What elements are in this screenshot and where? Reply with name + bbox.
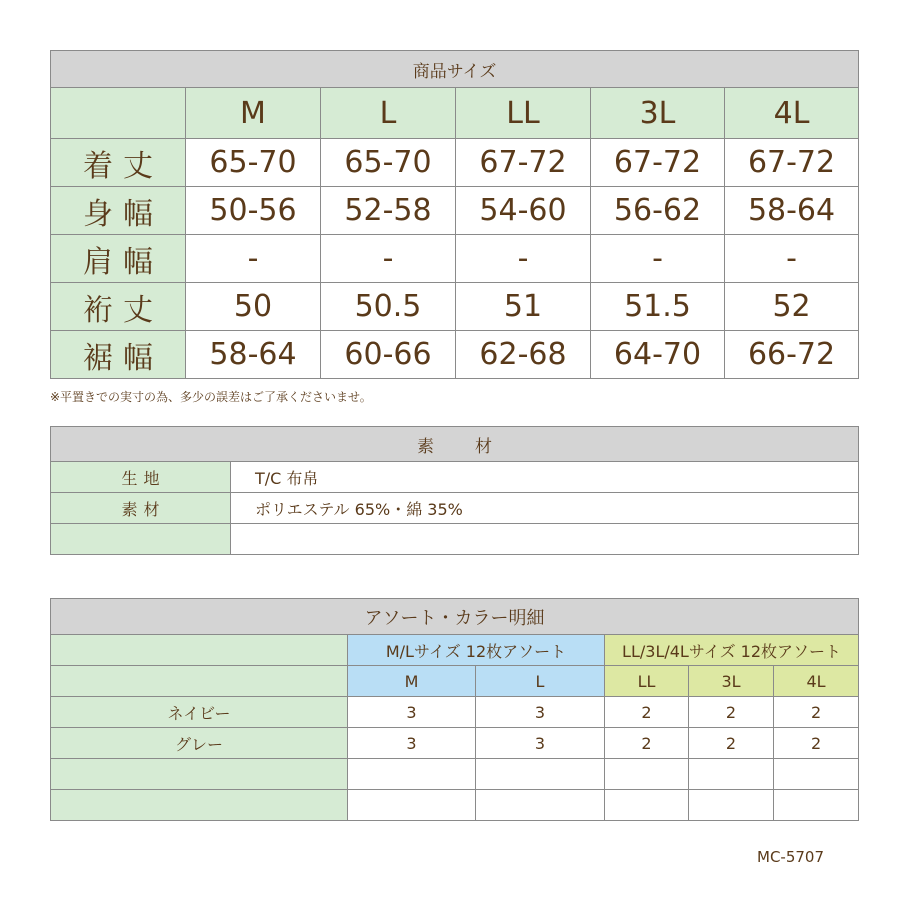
measurement-cell: 54-60	[456, 187, 591, 235]
size-header: 4L	[725, 88, 859, 139]
ml-group-header: M/Lサイズ 12枚アソート	[348, 635, 605, 666]
measurement-cell: -	[591, 235, 725, 283]
assort-size-header: M	[348, 666, 476, 697]
quantity-cell	[348, 790, 476, 821]
measurement-cell: -	[725, 235, 859, 283]
measurement-cell: 67-72	[456, 139, 591, 187]
quantity-cell	[774, 759, 859, 790]
assort-header-corner	[51, 635, 348, 666]
row-label: 身幅	[51, 187, 186, 235]
material-value: T/C 布帛	[231, 462, 859, 493]
assort-header-corner	[51, 666, 348, 697]
measurement-cell: -	[321, 235, 456, 283]
quantity-cell	[774, 790, 859, 821]
table-row	[51, 139, 859, 187]
color-label	[51, 790, 348, 821]
assort-size-header: 4L	[774, 666, 859, 697]
quantity-cell: 2	[689, 728, 774, 759]
measurement-cell: 50-56	[186, 187, 321, 235]
color-label: グレー	[51, 728, 348, 759]
quantity-cell	[689, 790, 774, 821]
table-row	[51, 331, 859, 379]
measurement-cell: 64-70	[591, 331, 725, 379]
material-table-title: 素 材	[51, 427, 859, 462]
measurement-cell: 58-64	[725, 187, 859, 235]
quantity-cell	[689, 759, 774, 790]
size-header: LL	[456, 88, 591, 139]
material-label: 素材	[51, 493, 231, 524]
ll-group-header: LL/3L/4Lサイズ 12枚アソート	[605, 635, 859, 666]
measurement-cell: 67-72	[725, 139, 859, 187]
measurement-cell: 51.5	[591, 283, 725, 331]
row-label: 裾幅	[51, 331, 186, 379]
measurement-cell: 60-66	[321, 331, 456, 379]
product-code: MC-5707	[757, 848, 825, 866]
size-header: L	[321, 88, 456, 139]
table-row	[51, 759, 859, 790]
color-label	[51, 759, 348, 790]
table-row	[51, 493, 859, 524]
quantity-cell: 3	[348, 697, 476, 728]
size-header: 3L	[591, 88, 725, 139]
row-label: 裄丈	[51, 283, 186, 331]
table-row	[51, 790, 859, 821]
row-label: 肩幅	[51, 235, 186, 283]
quantity-cell	[476, 790, 605, 821]
measurement-cell: 52-58	[321, 187, 456, 235]
material-label: 生地	[51, 462, 231, 493]
quantity-cell: 3	[348, 728, 476, 759]
table-row	[51, 728, 859, 759]
material-table	[50, 426, 859, 555]
quantity-cell: 3	[476, 697, 605, 728]
table-row	[51, 524, 859, 555]
material-label	[51, 524, 231, 555]
size-header: M	[186, 88, 321, 139]
table-row	[51, 697, 859, 728]
measurement-cell: 66-72	[725, 331, 859, 379]
table-row	[51, 235, 859, 283]
measurement-cell: 56-62	[591, 187, 725, 235]
quantity-cell: 2	[774, 697, 859, 728]
measurement-cell: -	[186, 235, 321, 283]
measurement-cell: 67-72	[591, 139, 725, 187]
measurement-cell: 65-70	[186, 139, 321, 187]
table-row	[51, 187, 859, 235]
assort-table	[50, 598, 859, 821]
quantity-cell: 2	[689, 697, 774, 728]
row-label: 着丈	[51, 139, 186, 187]
table-row	[51, 283, 859, 331]
size-header-corner	[51, 88, 186, 139]
quantity-cell: 2	[774, 728, 859, 759]
table-row	[51, 462, 859, 493]
quantity-cell	[348, 759, 476, 790]
color-label: ネイビー	[51, 697, 348, 728]
material-value: ポリエステル 65%・綿 35%	[231, 493, 859, 524]
quantity-cell	[605, 790, 689, 821]
quantity-cell: 3	[476, 728, 605, 759]
quantity-cell	[476, 759, 605, 790]
measurement-cell: 50.5	[321, 283, 456, 331]
assort-size-header: L	[476, 666, 605, 697]
material-value	[231, 524, 859, 555]
measurement-cell: 50	[186, 283, 321, 331]
quantity-cell: 2	[605, 697, 689, 728]
measurement-note: ※平置きでの実寸の為、多少の誤差はご了承くださいませ。	[50, 390, 372, 404]
measurement-cell: 51	[456, 283, 591, 331]
size-table	[50, 50, 859, 379]
quantity-cell: 2	[605, 728, 689, 759]
measurement-cell: 52	[725, 283, 859, 331]
assort-table-title: アソート・カラー明細	[51, 599, 859, 635]
measurement-cell: -	[456, 235, 591, 283]
quantity-cell	[605, 759, 689, 790]
measurement-cell: 65-70	[321, 139, 456, 187]
assort-size-header: 3L	[689, 666, 774, 697]
measurement-cell: 62-68	[456, 331, 591, 379]
measurement-cell: 58-64	[186, 331, 321, 379]
size-table-title: 商品サイズ	[51, 51, 859, 88]
assort-size-header: LL	[605, 666, 689, 697]
